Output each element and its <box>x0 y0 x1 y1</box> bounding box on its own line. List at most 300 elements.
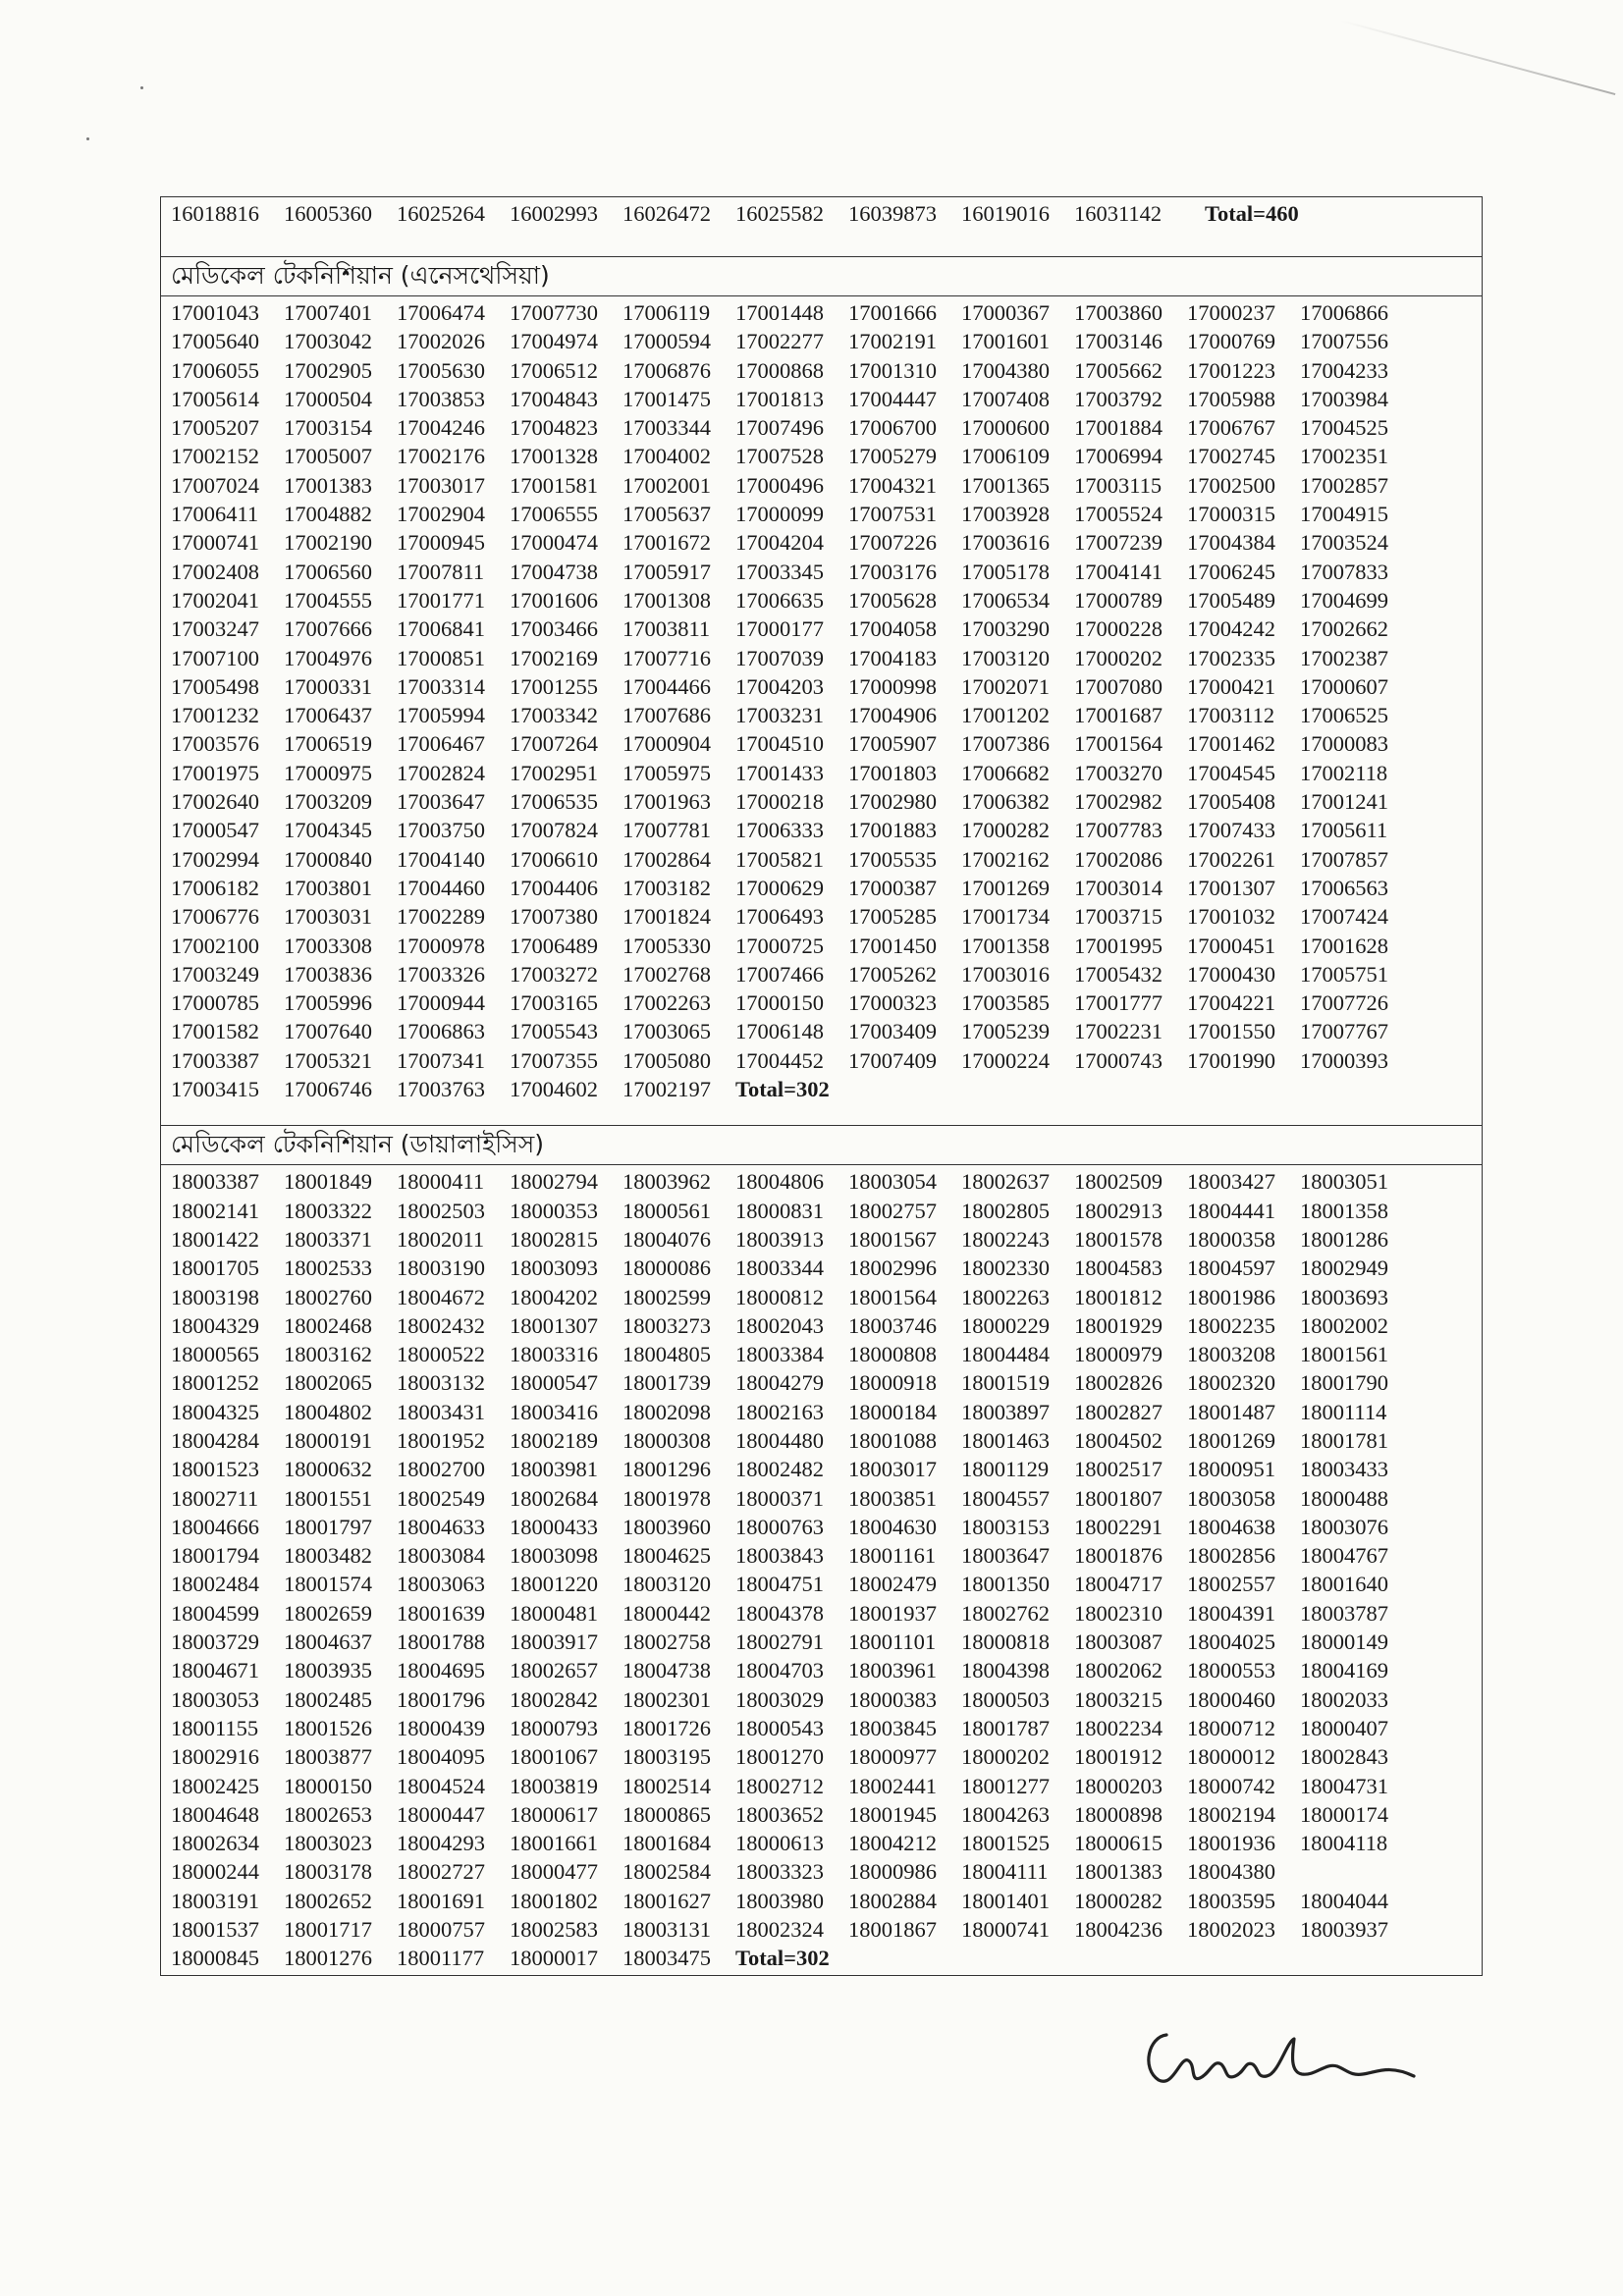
id-cell: 18003191 <box>171 1888 259 1913</box>
id-cell: 18003215 <box>1074 1686 1163 1712</box>
id-cell: 18003316 <box>510 1342 598 1367</box>
id-cell: 17002351 <box>1300 444 1388 469</box>
table-row <box>171 1944 1472 1972</box>
id-cell: 18003897 <box>961 1399 1050 1424</box>
id-cell: 18004557 <box>961 1485 1050 1511</box>
id-cell: 17000237 <box>1187 300 1275 325</box>
id-cell: 18000865 <box>622 1801 711 1827</box>
id-cell: 18004293 <box>397 1831 485 1856</box>
id-cell: 18002163 <box>735 1399 824 1424</box>
id-cell: 17003290 <box>961 616 1050 642</box>
id-cell: 17001383 <box>284 472 372 498</box>
id-cell: 17007556 <box>1300 329 1388 354</box>
id-cell: 18003051 <box>1300 1169 1388 1195</box>
id-cell: 18001526 <box>284 1715 372 1740</box>
id-cell: 18001307 <box>510 1312 598 1338</box>
table-row <box>171 1426 1472 1455</box>
id-cell: 18002062 <box>1074 1658 1163 1683</box>
id-cell: 17007640 <box>284 1019 372 1044</box>
id-cell: 18001705 <box>171 1255 259 1281</box>
id-cell: 17001803 <box>848 760 937 785</box>
id-cell: 18002468 <box>284 1312 372 1338</box>
id-cell: 18000818 <box>961 1629 1050 1655</box>
id-cell: 17002857 <box>1300 472 1388 498</box>
id-cell: 17002335 <box>1187 645 1275 670</box>
id-cell: 18003845 <box>848 1715 937 1740</box>
id-cell: 18001252 <box>171 1370 259 1396</box>
id-cell: 18004703 <box>735 1658 824 1683</box>
table-row <box>171 1017 1472 1045</box>
id-cell: 18002727 <box>397 1859 485 1885</box>
id-cell: 17006245 <box>1187 559 1275 584</box>
id-cell: 17001606 <box>510 587 598 613</box>
id-cell: 18004111 <box>961 1859 1049 1885</box>
table-row <box>171 1541 1472 1570</box>
id-cell: 17002169 <box>510 645 598 670</box>
id-cell: 16018816 <box>171 201 259 226</box>
id-cell: 18004398 <box>961 1658 1050 1683</box>
id-cell: 18003063 <box>397 1572 485 1597</box>
table-row <box>171 586 1472 614</box>
id-cell: 17003344 <box>622 415 711 441</box>
id-cell: 17006148 <box>735 1019 824 1044</box>
id-cell: 18000763 <box>735 1514 824 1539</box>
id-cell: 17001307 <box>1187 875 1275 900</box>
id-cell: 18003937 <box>1300 1917 1388 1943</box>
id-cell: 18003322 <box>284 1198 372 1223</box>
id-cell: 18004633 <box>397 1514 485 1539</box>
id-cell: 17001666 <box>848 300 937 325</box>
id-cell: 18000831 <box>735 1198 824 1223</box>
id-cell: 17005611 <box>1300 818 1388 843</box>
id-cell: 17006119 <box>622 300 711 325</box>
id-cell: 18003819 <box>510 1773 598 1798</box>
table-row <box>171 471 1472 500</box>
id-cell: 17001450 <box>848 933 937 958</box>
id-cell: 17006525 <box>1300 703 1388 728</box>
id-cell: 17005432 <box>1074 961 1163 987</box>
id-cell: 18000977 <box>848 1744 937 1770</box>
id-cell: 16026472 <box>622 201 711 226</box>
id-cell: 18002263 <box>961 1284 1050 1309</box>
scan-speck <box>140 86 143 89</box>
id-cell: 18002842 <box>510 1686 598 1712</box>
id-cell: 18004263 <box>961 1801 1050 1827</box>
id-cell: 17003042 <box>284 329 372 354</box>
id-cell: 18002794 <box>510 1169 598 1195</box>
id-cell: 17002118 <box>1300 760 1388 785</box>
id-cell: 18000442 <box>622 1600 711 1626</box>
id-cell: 18003935 <box>284 1658 372 1683</box>
id-cell: 18001912 <box>1074 1744 1163 1770</box>
id-cell: 17001475 <box>622 386 711 411</box>
id-cell: 17003984 <box>1300 386 1388 411</box>
id-cell: 17007355 <box>510 1047 598 1073</box>
id-cell: 17002745 <box>1187 444 1275 469</box>
id-cell: 17003031 <box>284 904 372 930</box>
id-cell: 18002805 <box>961 1198 1050 1223</box>
id-cell: 17006437 <box>284 703 372 728</box>
id-cell: 17001365 <box>961 472 1050 498</box>
id-cell: 18000229 <box>961 1312 1050 1338</box>
id-cell: 18002517 <box>1074 1457 1163 1482</box>
id-cell: 17007039 <box>735 645 824 670</box>
id-cell: 18003416 <box>510 1399 598 1424</box>
id-cell: 17000202 <box>1074 645 1163 670</box>
id-cell: 18003058 <box>1187 1485 1275 1511</box>
id-cell: 17001433 <box>735 760 824 785</box>
id-cell: 18000543 <box>735 1715 824 1740</box>
id-cell: 17006182 <box>171 875 259 900</box>
table-row <box>171 1714 1472 1742</box>
id-cell: 17004380 <box>961 357 1050 383</box>
id-cell: 17000083 <box>1300 731 1388 757</box>
id-cell: 18000012 <box>1187 1744 1275 1770</box>
id-cell: 18002509 <box>1074 1169 1163 1195</box>
table-row <box>171 787 1472 816</box>
id-cell: 17003270 <box>1074 760 1163 785</box>
id-cell: 17000228 <box>1074 616 1163 642</box>
id-cell: 18002023 <box>1187 1917 1275 1943</box>
id-cell: 17001550 <box>1187 1019 1275 1044</box>
id-cell: 18004212 <box>848 1831 937 1856</box>
id-cell: 17005321 <box>284 1047 372 1073</box>
id-cell: 18002479 <box>848 1572 937 1597</box>
id-cell: 17003065 <box>622 1019 711 1044</box>
id-cell: 18003693 <box>1300 1284 1388 1309</box>
id-cell: 18002503 <box>397 1198 485 1223</box>
id-cell: 17001043 <box>171 300 259 325</box>
table-row <box>171 1225 1472 1254</box>
id-cell: 17001975 <box>171 760 259 785</box>
table-row <box>171 1599 1472 1628</box>
table-row <box>171 932 1472 960</box>
id-cell: 18004625 <box>622 1543 711 1569</box>
id-cell: 18003131 <box>622 1917 711 1943</box>
id-cell: 17004823 <box>510 415 598 441</box>
id-cell: 17004466 <box>622 673 711 699</box>
id-cell: 18001945 <box>848 1801 937 1827</box>
id-cell: 17004699 <box>1300 587 1388 613</box>
id-cell: 18004599 <box>171 1600 259 1626</box>
sections <box>161 257 1482 1975</box>
id-cell: 18002065 <box>284 1370 372 1396</box>
id-cell: 18001269 <box>1187 1427 1275 1453</box>
table-row <box>171 845 1472 874</box>
id-cell: 18002583 <box>510 1917 598 1943</box>
id-cell: 18002916 <box>171 1744 259 1770</box>
total-label: Total=302 <box>735 1077 830 1102</box>
id-cell: 18002949 <box>1300 1255 1388 1281</box>
id-cell: 17000978 <box>397 933 485 958</box>
section <box>161 1125 1482 1974</box>
id-cell: 18003427 <box>1187 1169 1275 1195</box>
id-cell: 18004044 <box>1300 1888 1388 1913</box>
id-cell: 18000547 <box>510 1370 598 1396</box>
id-cell: 18001487 <box>1187 1399 1275 1424</box>
table-row <box>171 729 1472 758</box>
id-cell: 18002011 <box>397 1226 485 1252</box>
id-cell: 18000149 <box>1300 1629 1388 1655</box>
id-cell: 18000433 <box>510 1514 598 1539</box>
id-cell: 17001995 <box>1074 933 1163 958</box>
id-cell: 17005498 <box>171 673 259 699</box>
id-cell: 18001358 <box>1300 1198 1388 1223</box>
id-cell: 18003475 <box>622 1946 711 1971</box>
id-cell: 18002002 <box>1300 1312 1388 1338</box>
id-cell: 18001794 <box>171 1543 259 1569</box>
id-cell: 18001401 <box>961 1888 1050 1913</box>
table-row <box>171 960 1472 988</box>
id-cell: 17002191 <box>848 329 937 354</box>
id-cell: 17005662 <box>1074 357 1163 383</box>
id-cell: 17001310 <box>848 357 937 383</box>
id-cell: 17007024 <box>171 472 259 498</box>
id-cell: 17006333 <box>735 818 824 843</box>
id-cell: 17001734 <box>961 904 1050 930</box>
id-cell: 17000741 <box>171 530 259 556</box>
id-cell: 17000504 <box>284 386 372 411</box>
id-cell: 17007781 <box>622 818 711 843</box>
table-row <box>171 327 1472 355</box>
id-cell: 17003763 <box>397 1077 485 1102</box>
id-cell: 18001523 <box>171 1457 259 1482</box>
id-cell: 18003076 <box>1300 1514 1388 1539</box>
id-cell: 17005279 <box>848 444 937 469</box>
id-cell: 17003750 <box>397 818 485 843</box>
id-cell: 17004321 <box>848 472 937 498</box>
table-row <box>171 1283 1472 1311</box>
id-cell: 17004447 <box>848 386 937 411</box>
id-cell: 17001813 <box>735 386 824 411</box>
id-cell: 17002951 <box>510 760 598 785</box>
id-cell: 17004384 <box>1187 530 1275 556</box>
id-cell: 18002913 <box>1074 1198 1163 1223</box>
id-cell: 17003792 <box>1074 386 1163 411</box>
id-cell: 17001824 <box>622 904 711 930</box>
id-cell: 17007716 <box>622 645 711 670</box>
id-cell: 18001286 <box>1300 1226 1388 1252</box>
signature-icon <box>1119 2017 1424 2096</box>
id-cell: 17002864 <box>622 846 711 872</box>
id-cell: 18001067 <box>510 1744 598 1770</box>
id-cell: 18002330 <box>961 1255 1050 1281</box>
id-cell: 18002441 <box>848 1773 937 1798</box>
id-cell: 17000367 <box>961 300 1050 325</box>
id-cell: 17003801 <box>284 875 372 900</box>
id-cell: 17004221 <box>1187 990 1275 1016</box>
id-cell: 17002152 <box>171 444 259 469</box>
id-cell: 17006994 <box>1074 444 1163 469</box>
id-cell: 17001462 <box>1187 731 1275 757</box>
id-cell: 17002982 <box>1074 789 1163 815</box>
id-cell: 18001797 <box>284 1514 372 1539</box>
id-cell: 17003231 <box>735 703 824 728</box>
id-cell: 18003981 <box>510 1457 598 1482</box>
id-cell: 18001350 <box>961 1572 1050 1597</box>
id-cell: 18001296 <box>622 1457 711 1482</box>
id-cell: 18004391 <box>1187 1600 1275 1626</box>
id-cell: 17002387 <box>1300 645 1388 670</box>
id-cell: 18000986 <box>848 1859 937 1885</box>
id-cell: 18003017 <box>848 1457 937 1482</box>
id-cell: 17001601 <box>961 329 1050 354</box>
id-cell: 18003029 <box>735 1686 824 1712</box>
table-row <box>171 1800 1472 1829</box>
id-cell: 18000184 <box>848 1399 937 1424</box>
id-cell: 17000451 <box>1187 933 1275 958</box>
id-cell: 17006535 <box>510 789 598 815</box>
id-cell: 18000358 <box>1187 1226 1275 1252</box>
id-cell: 18003729 <box>171 1629 259 1655</box>
id-cell: 17002263 <box>622 990 711 1016</box>
id-cell: 18003877 <box>284 1744 372 1770</box>
id-cell: 18001867 <box>848 1917 937 1943</box>
id-cell: 18003647 <box>961 1543 1050 1569</box>
table-row <box>171 1772 1472 1800</box>
id-cell: 17004545 <box>1187 760 1275 785</box>
id-cell: 17004555 <box>284 587 372 613</box>
id-rows <box>161 1165 1482 1972</box>
id-cell: 17002026 <box>397 329 485 354</box>
id-cell: 17005262 <box>848 961 937 987</box>
id-cell: 17001448 <box>735 300 824 325</box>
id-cell: 17003115 <box>1074 472 1163 498</box>
id-cell: 17001672 <box>622 530 711 556</box>
id-cell: 17000600 <box>961 415 1050 441</box>
id-cell: 18001796 <box>397 1686 485 1712</box>
id-cell: 18001525 <box>961 1831 1050 1856</box>
id-cell: 17002500 <box>1187 472 1275 498</box>
section-spacer <box>161 1103 1482 1125</box>
id-cell: 17000975 <box>284 760 372 785</box>
table-row <box>171 442 1472 470</box>
id-cell: 18001277 <box>961 1773 1050 1798</box>
id-cell: 18000522 <box>397 1342 485 1367</box>
id-cell: 17004141 <box>1074 559 1163 584</box>
id-cell: 18001276 <box>284 1946 372 1971</box>
id-cell: 18002482 <box>735 1457 824 1482</box>
id-cell: 17006512 <box>510 357 598 383</box>
id-cell: 17000430 <box>1187 961 1275 987</box>
id-cell: 17003154 <box>284 415 372 441</box>
id-cell: 17001771 <box>397 587 485 613</box>
id-cell: 17007408 <box>961 386 1050 411</box>
id-cell: 18003387 <box>171 1169 259 1195</box>
id-cell: 18002758 <box>622 1629 711 1655</box>
table-row <box>171 816 1472 844</box>
id-cell: 17005535 <box>848 846 937 872</box>
id-cell: 18004502 <box>1074 1427 1163 1453</box>
id-cell: 18004672 <box>397 1284 485 1309</box>
id-cell: 18002884 <box>848 1888 937 1913</box>
id-cell: 18000371 <box>735 1485 824 1511</box>
id-cell: 17001255 <box>510 673 598 699</box>
id-cell: 17001581 <box>510 472 598 498</box>
id-cell: 17000331 <box>284 673 372 699</box>
id-cell: 18004441 <box>1187 1198 1275 1223</box>
id-cell: 18001929 <box>1074 1312 1163 1338</box>
id-cell: 17005207 <box>171 415 259 441</box>
id-cell: 18000282 <box>1074 1888 1163 1913</box>
id-cell: 17004246 <box>397 415 485 441</box>
results-table <box>160 196 1483 1976</box>
id-cell: 18000086 <box>622 1255 711 1281</box>
table-row <box>171 1570 1472 1598</box>
id-cell: 17000323 <box>848 990 937 1016</box>
table-row <box>171 558 1472 586</box>
id-cell: 18001790 <box>1300 1370 1388 1396</box>
id-cell: 18002291 <box>1074 1514 1163 1539</box>
id-cell: 18001717 <box>284 1917 372 1943</box>
id-cell: 18002700 <box>397 1457 485 1482</box>
id-cell: 17002768 <box>622 961 711 987</box>
id-cell: 17007783 <box>1074 818 1163 843</box>
id-cell: 16025264 <box>397 201 485 226</box>
id-cell: 18004806 <box>735 1169 824 1195</box>
id-cell: 18003344 <box>735 1255 824 1281</box>
table-row <box>171 1340 1472 1368</box>
id-cell: 17006635 <box>735 587 824 613</box>
id-cell: 18004025 <box>1187 1629 1275 1655</box>
id-cell: 17006382 <box>961 789 1050 815</box>
id-cell: 17003146 <box>1074 329 1163 354</box>
id-cell: 18002634 <box>171 1831 259 1856</box>
id-cell: 18004648 <box>171 1801 259 1827</box>
id-cell: 18003913 <box>735 1226 824 1252</box>
id-cell: 17004915 <box>1300 502 1388 527</box>
id-cell: 18000407 <box>1300 1715 1388 1740</box>
id-cell: 18002243 <box>961 1226 1050 1252</box>
id-cell: 17003308 <box>284 933 372 958</box>
id-cell: 18004202 <box>510 1284 598 1309</box>
id-cell: 18003098 <box>510 1543 598 1569</box>
id-cell: 17005239 <box>961 1019 1050 1044</box>
id-cell: 17006841 <box>397 616 485 642</box>
id-cell: 18001739 <box>622 1370 711 1396</box>
id-cell: 18003746 <box>848 1312 937 1338</box>
id-cell: 17007409 <box>848 1047 937 1073</box>
id-cell: 17007666 <box>284 616 372 642</box>
id-cell: 18001551 <box>284 1485 372 1511</box>
id-cell: 17005489 <box>1187 587 1275 613</box>
id-cell: 17006700 <box>848 415 937 441</box>
id-cell: 17000474 <box>510 530 598 556</box>
id-cell: 17001308 <box>622 587 711 613</box>
id-cell: 17004906 <box>848 703 937 728</box>
table-row <box>171 701 1472 729</box>
id-cell: 17001232 <box>171 703 259 728</box>
id-cell: 17003647 <box>397 789 485 815</box>
id-cell: 18002324 <box>735 1917 824 1943</box>
id-cell: 18000488 <box>1300 1485 1388 1511</box>
id-cell: 17006493 <box>735 904 824 930</box>
id-cell: 17004843 <box>510 386 598 411</box>
id-cell: 17006467 <box>397 731 485 757</box>
id-cell: 18004480 <box>735 1427 824 1453</box>
id-cell: 18004583 <box>1074 1255 1163 1281</box>
id-cell: 17005524 <box>1074 502 1163 527</box>
id-cell: 17007811 <box>397 559 485 584</box>
id-cell: 18001802 <box>510 1888 598 1913</box>
id-cell: 17002041 <box>171 587 259 613</box>
table-row <box>171 1887 1472 1915</box>
id-cell: 17002231 <box>1074 1019 1163 1044</box>
id-cell: 18002653 <box>284 1801 372 1827</box>
id-cell: 17003017 <box>397 472 485 498</box>
id-cell: 18001155 <box>171 1715 259 1740</box>
id-cell: 18001691 <box>397 1888 485 1913</box>
